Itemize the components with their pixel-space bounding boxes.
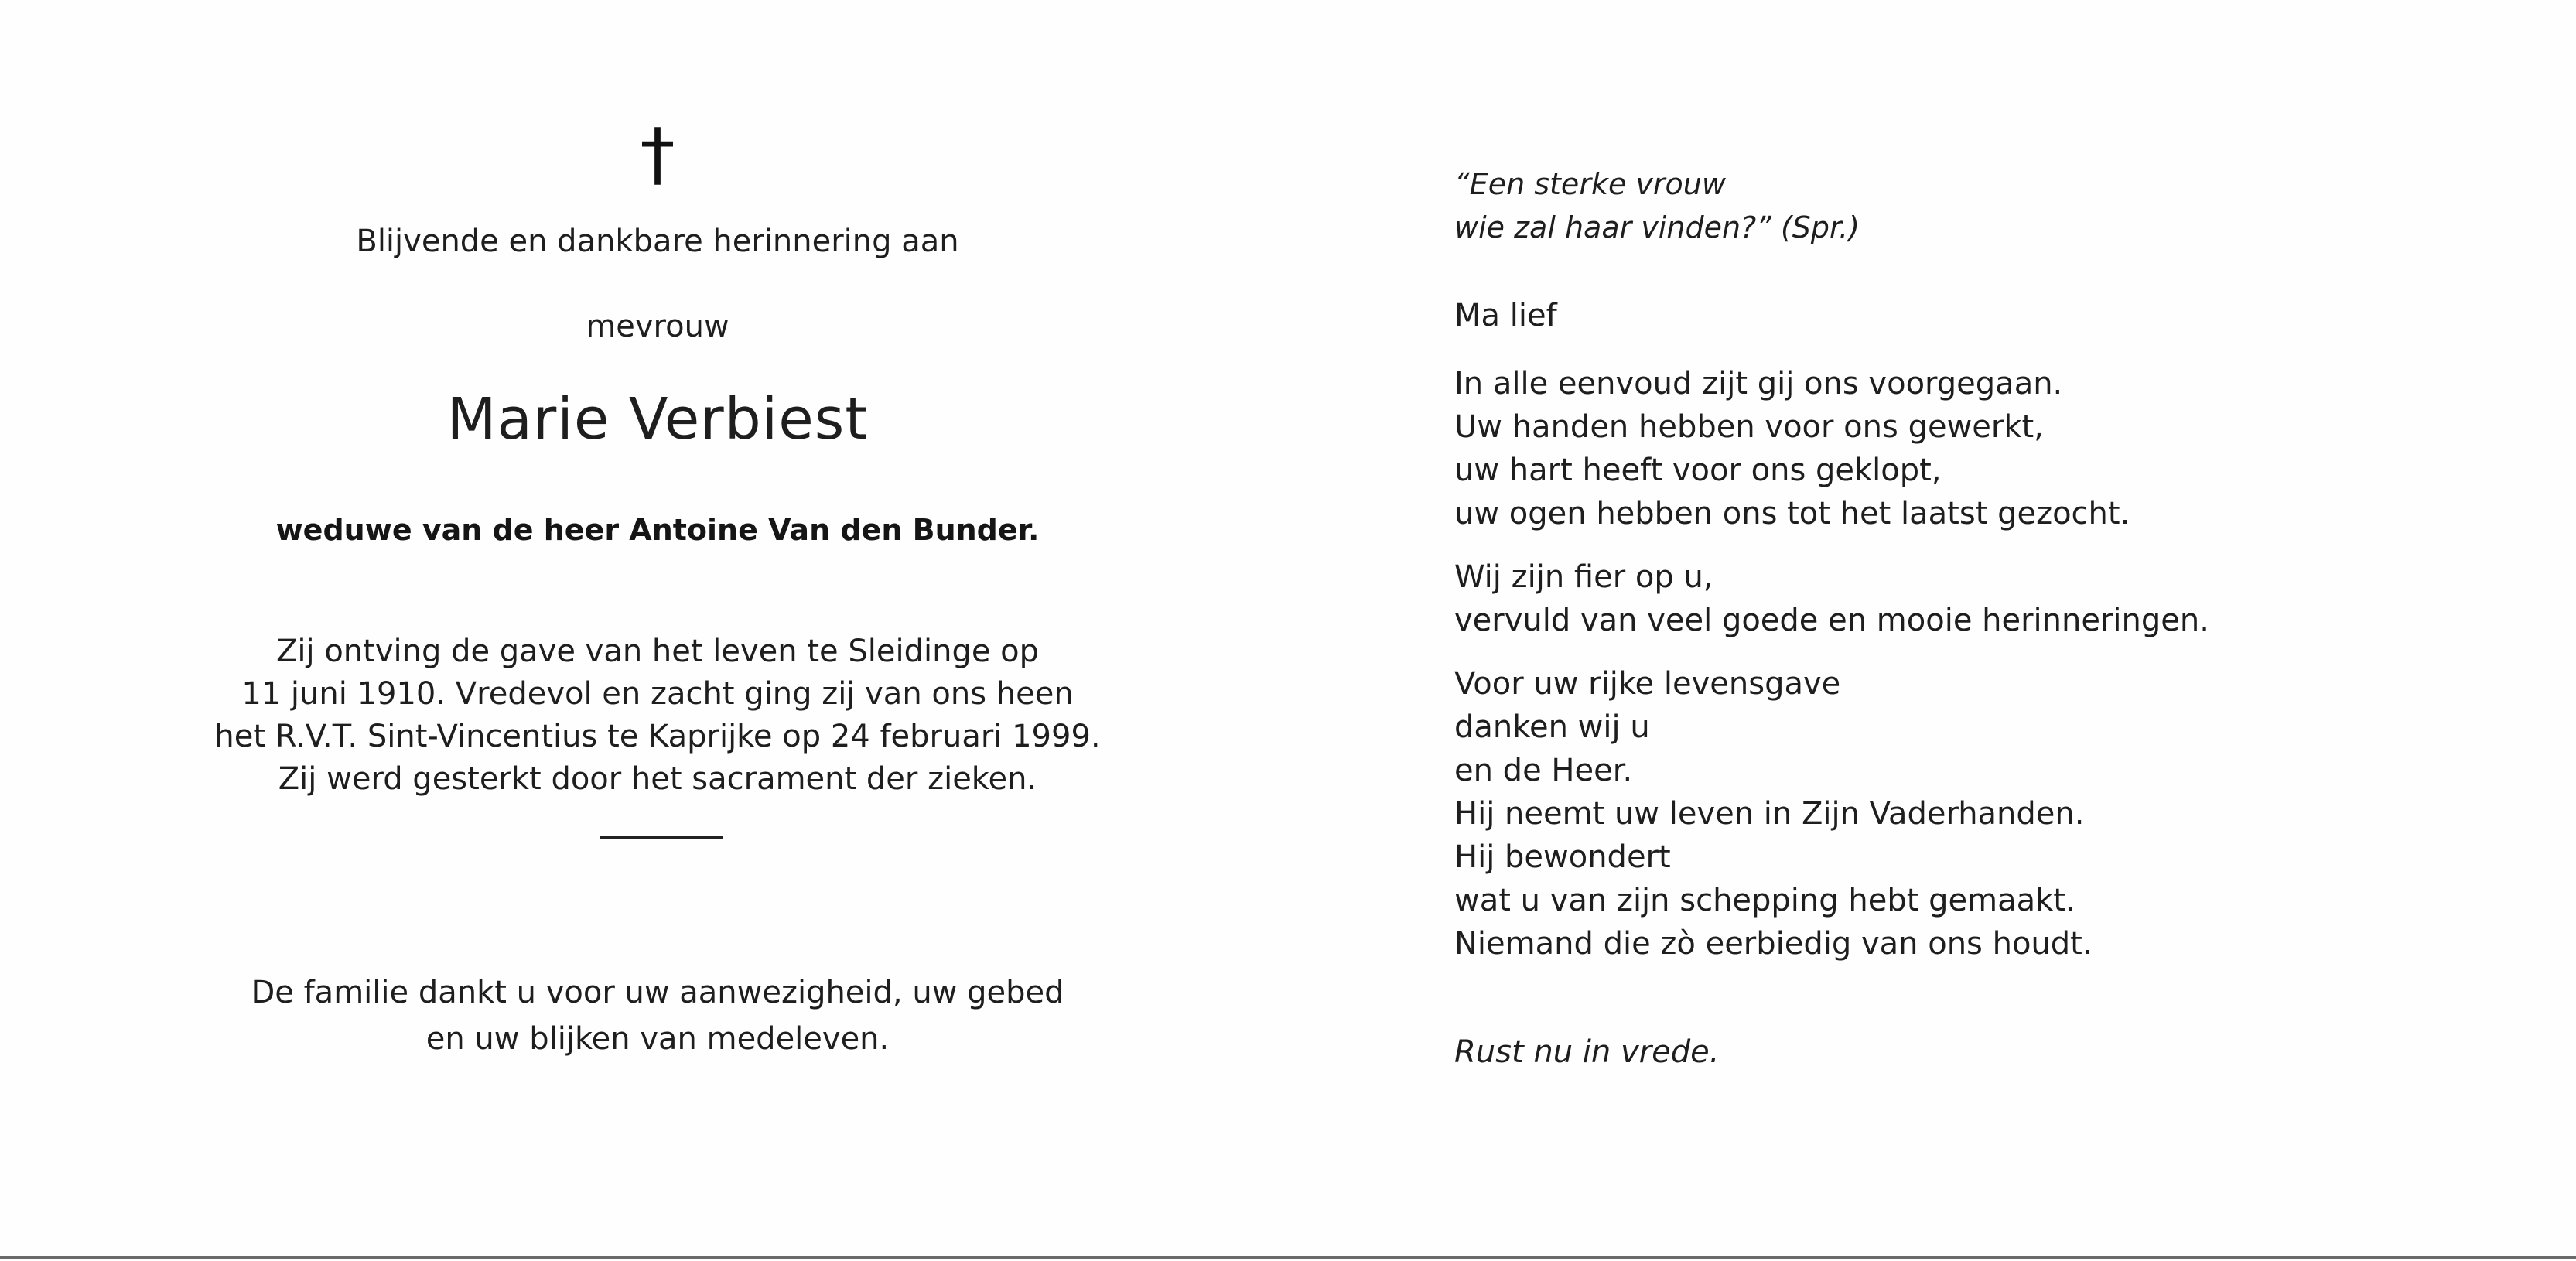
deceased-name: Marie Verbiest	[446, 386, 869, 453]
title-word: mevrouw	[586, 309, 729, 344]
biography-line: Zij ontving de gave van het leven te Sleidinge op	[275, 634, 1040, 669]
biography-line: het R.V.T. Sint-Vincentius te Kaprijke op 24 februari 1999.	[214, 719, 1101, 754]
thanks-line: De familie dankt u voor uw aanwezigheid, uw gebed	[251, 975, 1064, 1010]
quote-line: “Een sterke vrouw	[1454, 167, 1726, 201]
poem-line: Niemand die zò eerbiedig van ons houdt.	[1454, 926, 2093, 962]
poem-line: uw hart heeft voor ons geklopt,	[1454, 453, 1942, 488]
poem-line: wat u van zijn schepping hebt gemaakt.	[1454, 883, 2075, 918]
poem-line: danken wij u	[1454, 709, 1650, 745]
poem-line: Voor uw rijke levensgave	[1454, 666, 1841, 702]
bottom-edge-line	[0, 1256, 2576, 1259]
salutation: Ma lief	[1454, 298, 1557, 333]
scripture-quote	[1454, 162, 1860, 249]
poem-line: Uw handen hebben voor ons gewerkt,	[1454, 409, 2044, 445]
left-panel	[170, 0, 1145, 1222]
quote-line: wie zal haar vinden?” (Spr.)	[1454, 210, 1860, 244]
intro-text: Blijvende en dankbare herinnering aan	[356, 224, 959, 259]
thanks-line: en uw blijken van medeleven.	[425, 1021, 890, 1057]
biography	[170, 630, 1145, 801]
biography-line: Zij werd gesterkt door het sacrament der zieken.	[278, 761, 1037, 797]
poem-line: Hij neemt uw leven in Zijn Vaderhanden.	[1454, 796, 2085, 832]
poem-line: uw ogen hebben ons tot het laatst gezocht.	[1454, 496, 2130, 531]
poem-stanza	[1454, 662, 2093, 965]
poem-line: Hij bewondert	[1454, 839, 1671, 875]
closing-line: Rust nu in vrede.	[1454, 1034, 1720, 1070]
poem-line: en de Heer.	[1454, 753, 1633, 788]
poem-stanza	[1454, 362, 2130, 535]
poem-line: Wij zijn fier op u,	[1454, 559, 1713, 595]
poem-stanza	[1454, 555, 2209, 642]
poem-line: In alle eenvoud zijt gij ons voorgegaan.	[1454, 366, 2063, 402]
cross-icon: †	[640, 114, 675, 195]
right-panel	[1454, 0, 2421, 1222]
spouse-line: weduwe van de heer Antoine Van den Bunder.	[275, 513, 1040, 547]
family-thanks	[170, 969, 1145, 1062]
divider	[600, 836, 723, 839]
poem-line: vervuld van veel goede en mooie herinneringen.	[1454, 603, 2209, 638]
biography-line: 11 juni 1910. Vredevol en zacht ging zij van ons heen	[241, 676, 1074, 712]
